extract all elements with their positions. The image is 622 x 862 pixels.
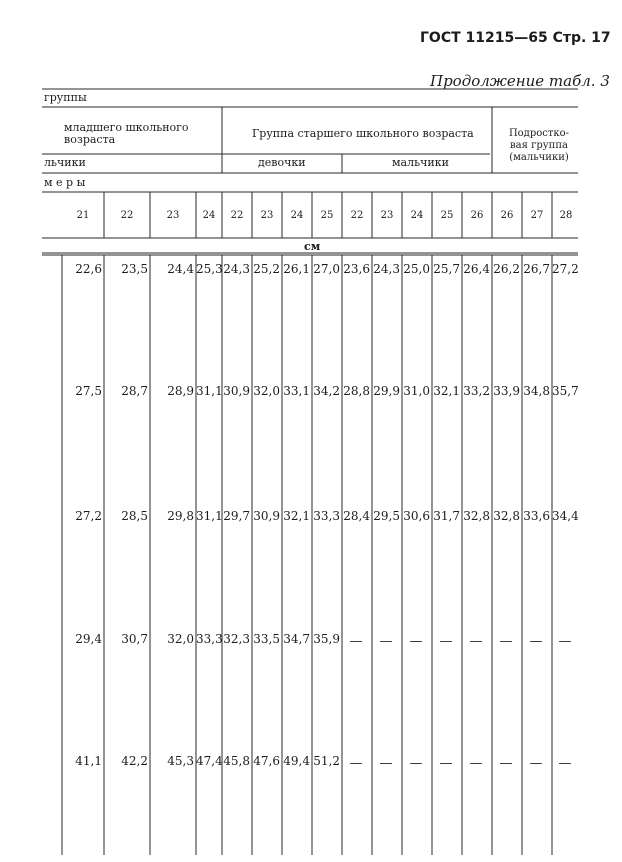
column-header: 25 bbox=[320, 210, 334, 221]
table-cell: 26,7 bbox=[523, 262, 550, 276]
table-cell: 29,9 bbox=[373, 384, 400, 398]
table-cell: 32,8 bbox=[493, 509, 520, 523]
table-cell: — bbox=[558, 634, 572, 649]
table-cell: — bbox=[409, 756, 423, 771]
table-cell: — bbox=[439, 634, 453, 649]
table-cell: 34,8 bbox=[523, 384, 550, 398]
table-cell: 42,2 bbox=[121, 754, 148, 768]
column-header: 22 bbox=[230, 210, 244, 221]
table-cell: 25,3 bbox=[196, 262, 223, 276]
column-header: 28 bbox=[559, 210, 573, 221]
column-header: 22 bbox=[350, 210, 364, 221]
table-cell: 29,5 bbox=[373, 509, 400, 523]
column-header: 26 bbox=[500, 210, 514, 221]
table-cell: 28,5 bbox=[121, 509, 148, 523]
column-header: 23 bbox=[166, 210, 180, 221]
table-cell: 33,5 bbox=[253, 632, 280, 646]
table-cell: 27,2 bbox=[75, 509, 102, 523]
table-cell: — bbox=[379, 756, 393, 771]
table-cell: — bbox=[349, 756, 363, 771]
table-cell: 33,1 bbox=[283, 384, 310, 398]
column-header: 22 bbox=[120, 210, 134, 221]
table-cell: 33,9 bbox=[493, 384, 520, 398]
table-cell: 32,1 bbox=[433, 384, 460, 398]
table-cell: 24,4 bbox=[167, 262, 194, 276]
table-cell: 34,2 bbox=[313, 384, 340, 398]
table-cell: 29,4 bbox=[75, 632, 102, 646]
table-cell: 24,3 bbox=[373, 262, 400, 276]
table-cell: 47,4 bbox=[196, 754, 223, 768]
table-cell: 30,9 bbox=[223, 384, 250, 398]
table-cell: 32,0 bbox=[167, 632, 194, 646]
table-cell: 30,6 bbox=[403, 509, 430, 523]
unit-label: см bbox=[304, 240, 321, 253]
table-cell: 41,1 bbox=[75, 754, 102, 768]
table-cell: — bbox=[558, 756, 572, 771]
column-header: 21 bbox=[76, 210, 90, 221]
table-cell: 28,4 bbox=[343, 509, 370, 523]
table-cell: 33,3 bbox=[196, 632, 223, 646]
column-header: 23 bbox=[380, 210, 394, 221]
table-cell: — bbox=[409, 634, 423, 649]
table-cell: 27,5 bbox=[75, 384, 102, 398]
table-cell: 22,6 bbox=[75, 262, 102, 276]
table-cell: — bbox=[529, 634, 543, 649]
boys-label: мальчики bbox=[392, 156, 449, 169]
table-cell: 26,4 bbox=[463, 262, 490, 276]
table-cell: 28,7 bbox=[121, 384, 148, 398]
table-cell: 27,2 bbox=[552, 262, 579, 276]
junior-age-label: младшего школьного возраста bbox=[64, 121, 189, 146]
column-header: 24 bbox=[202, 210, 216, 221]
table-cell: 28,9 bbox=[167, 384, 194, 398]
column-header: 27 bbox=[530, 210, 544, 221]
table-cell: 30,9 bbox=[253, 509, 280, 523]
table-cell: 28,8 bbox=[343, 384, 370, 398]
table-cell: 29,7 bbox=[223, 509, 250, 523]
table-cell: — bbox=[529, 756, 543, 771]
table-cell: 26,1 bbox=[283, 262, 310, 276]
table-cell: 31,1 bbox=[196, 509, 223, 523]
gost-header: ГОСТ 11215—65 Стр. 17 bbox=[420, 30, 611, 46]
measures-label: м е р ы bbox=[44, 176, 86, 189]
table-cell: 25,2 bbox=[253, 262, 280, 276]
column-header: 26 bbox=[470, 210, 484, 221]
table-cell: — bbox=[499, 756, 513, 771]
table-cell: 35,7 bbox=[552, 384, 579, 398]
table-cell: 25,7 bbox=[433, 262, 460, 276]
table-cell: — bbox=[499, 634, 513, 649]
table-cell: 24,3 bbox=[223, 262, 250, 276]
table-cell: 26,2 bbox=[493, 262, 520, 276]
column-header: 24 bbox=[290, 210, 304, 221]
table-cell: 30,7 bbox=[121, 632, 148, 646]
table-cell: — bbox=[349, 634, 363, 649]
table-cell: 31,7 bbox=[433, 509, 460, 523]
table-cell: 32,1 bbox=[283, 509, 310, 523]
table-cell: 51,2 bbox=[313, 754, 340, 768]
table-cell: 32,0 bbox=[253, 384, 280, 398]
table-cell: 33,2 bbox=[463, 384, 490, 398]
table-continuation-label: Продолжение табл. 3 bbox=[430, 72, 610, 90]
group-label: группы bbox=[44, 91, 87, 104]
table-cell: — bbox=[379, 634, 393, 649]
table-cell: 45,3 bbox=[167, 754, 194, 768]
table-cell: 23,6 bbox=[343, 262, 370, 276]
senior-group-label: Группа старшего школьного возраста bbox=[252, 127, 474, 140]
boys-left-label: льчики bbox=[44, 156, 86, 169]
table-cell: 27,0 bbox=[313, 262, 340, 276]
table-cell: 31,1 bbox=[196, 384, 223, 398]
column-header: 23 bbox=[260, 210, 274, 221]
table-cell: 47,6 bbox=[253, 754, 280, 768]
table-cell: 33,6 bbox=[523, 509, 550, 523]
column-header: 24 bbox=[410, 210, 424, 221]
teen-group-label: Подростко- вая группа (мальчики) bbox=[508, 128, 570, 163]
table-cell: 31,0 bbox=[403, 384, 430, 398]
table-cell: 45,8 bbox=[223, 754, 250, 768]
girls-label: девочки bbox=[258, 156, 306, 169]
table-cell: — bbox=[469, 634, 483, 649]
table-cell: — bbox=[469, 756, 483, 771]
table-cell: 29,8 bbox=[167, 509, 194, 523]
table-cell: 33,3 bbox=[313, 509, 340, 523]
table-cell: 23,5 bbox=[121, 262, 148, 276]
table-cell: 49,4 bbox=[283, 754, 310, 768]
table-cell: 34,7 bbox=[283, 632, 310, 646]
table-cell: 32,3 bbox=[223, 632, 250, 646]
table-cell: — bbox=[439, 756, 453, 771]
table-cell: 25,0 bbox=[403, 262, 430, 276]
column-header: 25 bbox=[440, 210, 454, 221]
table-cell: 35,9 bbox=[313, 632, 340, 646]
table-cell: 32,8 bbox=[463, 509, 490, 523]
table-cell: 34,4 bbox=[552, 509, 579, 523]
